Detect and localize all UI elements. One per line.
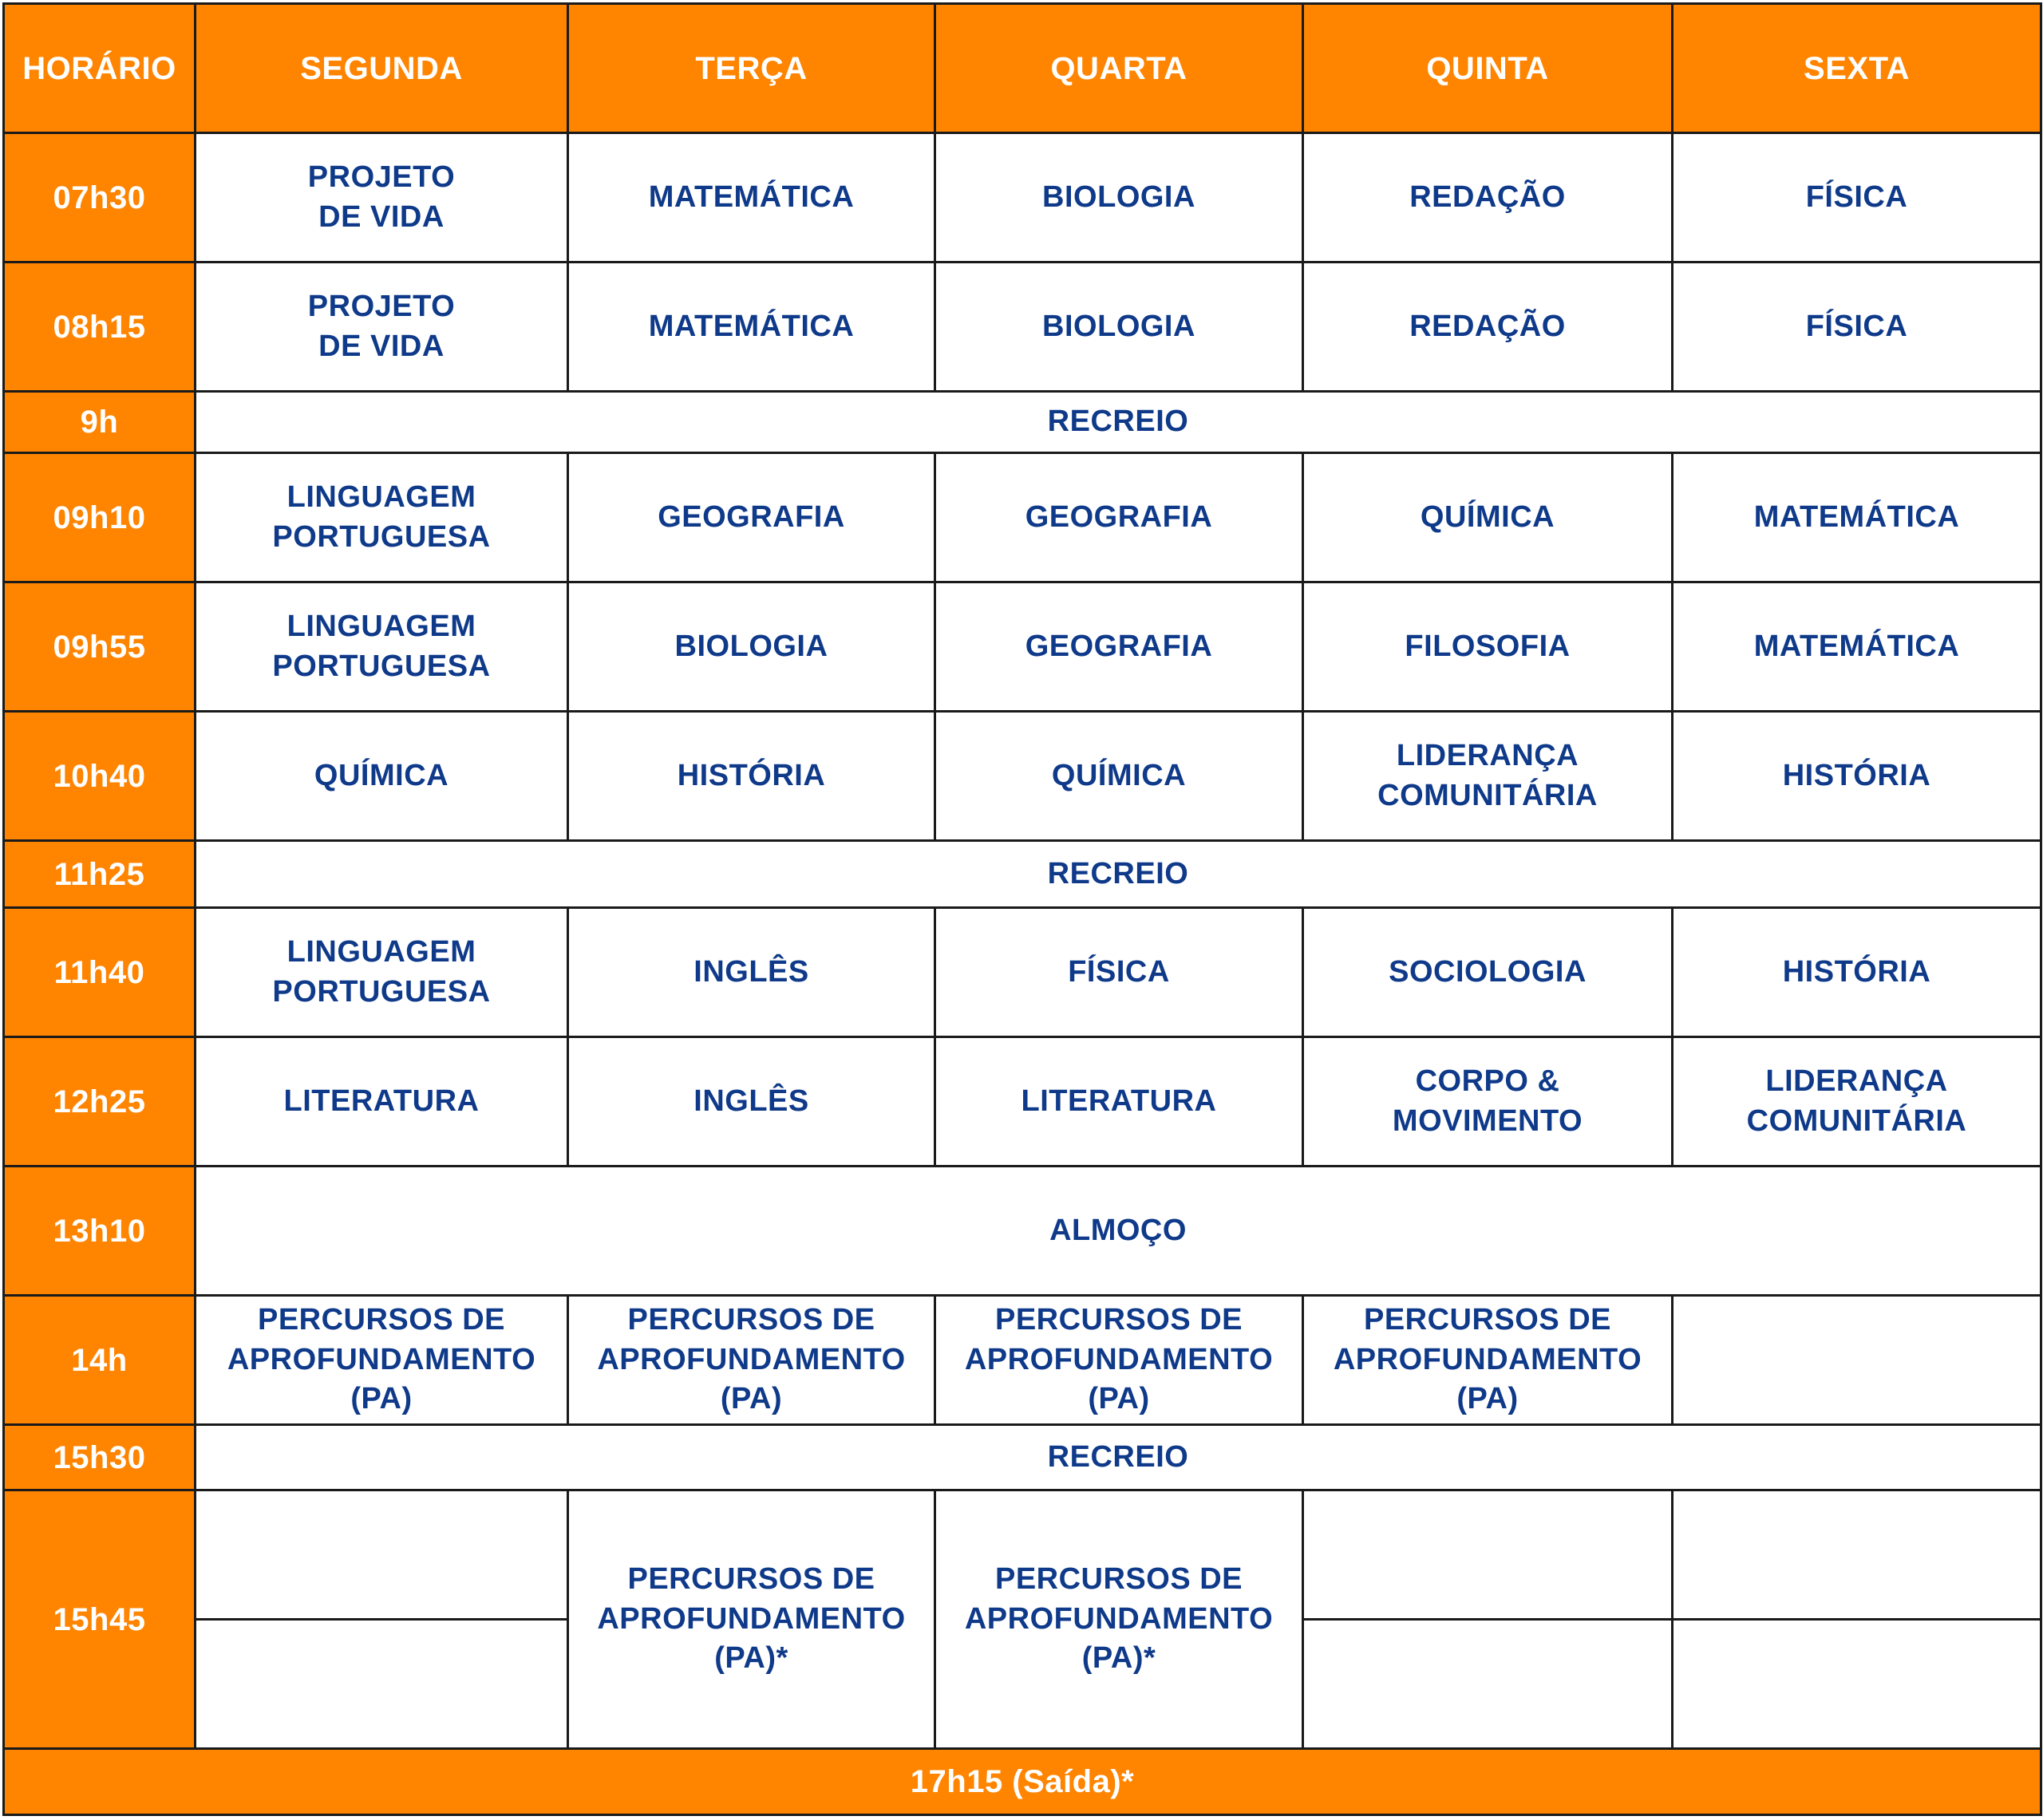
class-cell-tuesday: GEOGRAFIA (568, 453, 935, 582)
empty-cell-friday-bottom (1673, 1620, 2041, 1749)
row-0815 (4, 263, 2041, 392)
break-cell: RECREIO (196, 1425, 2041, 1490)
footer-row (4, 1749, 2041, 1815)
class-cell-monday: PERCURSOS DE APROFUNDAMENTO (PA) (196, 1296, 568, 1425)
time-cell: 11h40 (4, 908, 196, 1037)
row-0900-break (4, 392, 2041, 453)
break-cell: RECREIO (196, 392, 2041, 453)
class-cell-tuesday: INGLÊS (568, 908, 935, 1037)
class-cell-friday: HISTÓRIA (1673, 908, 2041, 1037)
row-1040 (4, 712, 2041, 841)
class-cell-thursday: PERCURSOS DE APROFUNDAMENTO (PA) (1303, 1296, 1673, 1425)
time-cell: 15h45 (4, 1490, 196, 1749)
class-cell-tuesday: PERCURSOS DE APROFUNDAMENTO (PA)* (568, 1490, 935, 1749)
class-cell-friday: MATEMÁTICA (1673, 453, 2041, 582)
header-friday: SEXTA (1673, 4, 2041, 133)
class-cell-wednesday: GEOGRAFIA (935, 453, 1303, 582)
lunch-cell: ALMOÇO (196, 1167, 2041, 1296)
class-cell-wednesday: PERCURSOS DE APROFUNDAMENTO (PA)* (935, 1490, 1303, 1749)
time-cell: 9h (4, 392, 196, 453)
row-1140 (4, 908, 2041, 1037)
empty-cell-thursday-top (1303, 1490, 1673, 1620)
header-monday: SEGUNDA (196, 4, 568, 133)
time-cell: 07h30 (4, 133, 196, 263)
class-cell-monday: QUÍMICA (196, 712, 568, 841)
class-cell-thursday: REDAÇÃO (1303, 263, 1673, 392)
row-0955 (4, 582, 2041, 712)
header-wednesday: QUARTA (935, 4, 1303, 133)
class-cell-friday: LIDERANÇA COMUNITÁRIA (1673, 1037, 2041, 1167)
class-cell-thursday: SOCIOLOGIA (1303, 908, 1673, 1037)
class-cell-thursday: QUÍMICA (1303, 453, 1673, 582)
empty-cell-thursday-bottom (1303, 1620, 1673, 1749)
break-cell: RECREIO (196, 841, 2041, 908)
row-1310-lunch (4, 1167, 2041, 1296)
class-cell-tuesday: PERCURSOS DE APROFUNDAMENTO (PA) (568, 1296, 935, 1425)
class-cell-friday: MATEMÁTICA (1673, 582, 2041, 712)
class-cell-wednesday: BIOLOGIA (935, 263, 1303, 392)
class-cell-thursday: LIDERANÇA COMUNITÁRIA (1303, 712, 1673, 841)
class-cell-thursday: FILOSOFIA (1303, 582, 1673, 712)
class-cell-wednesday: LITERATURA (935, 1037, 1303, 1167)
header-time: HORÁRIO (4, 4, 196, 133)
time-cell: 14h (4, 1296, 196, 1425)
class-cell-wednesday: BIOLOGIA (935, 133, 1303, 263)
class-cell-monday: PROJETO DE VIDA (196, 133, 568, 263)
time-cell: 11h25 (4, 841, 196, 908)
class-cell-wednesday: PERCURSOS DE APROFUNDAMENTO (PA) (935, 1296, 1303, 1425)
header-tuesday: TERÇA (568, 4, 935, 133)
class-cell-thursday: CORPO & MOVIMENTO (1303, 1037, 1673, 1167)
class-cell-wednesday: QUÍMICA (935, 712, 1303, 841)
class-cell-monday: LINGUAGEM PORTUGUESA (196, 453, 568, 582)
time-cell: 10h40 (4, 712, 196, 841)
time-cell: 15h30 (4, 1425, 196, 1490)
header-thursday: QUINTA (1303, 4, 1673, 133)
empty-cell-monday-bottom (196, 1620, 568, 1749)
time-cell: 09h10 (4, 453, 196, 582)
dismissal-time: 17h15 (Saída)* (4, 1749, 2041, 1815)
class-cell-wednesday: FÍSICA (935, 908, 1303, 1037)
class-schedule-table (2, 2, 2042, 1816)
class-cell-wednesday: GEOGRAFIA (935, 582, 1303, 712)
class-cell-monday: LINGUAGEM PORTUGUESA (196, 908, 568, 1037)
row-0910 (4, 453, 2041, 582)
empty-cell-monday-top (196, 1490, 568, 1620)
class-cell-monday: PROJETO DE VIDA (196, 263, 568, 392)
class-cell-tuesday: MATEMÁTICA (568, 263, 935, 392)
time-cell: 08h15 (4, 263, 196, 392)
class-cell-tuesday: HISTÓRIA (568, 712, 935, 841)
time-cell: 12h25 (4, 1037, 196, 1167)
class-cell-friday: FÍSICA (1673, 263, 2041, 392)
row-1545-a (4, 1490, 2041, 1620)
row-1400 (4, 1296, 2041, 1425)
class-cell-friday-empty (1673, 1296, 2041, 1425)
row-1225 (4, 1037, 2041, 1167)
class-cell-friday: HISTÓRIA (1673, 712, 2041, 841)
class-cell-tuesday: MATEMÁTICA (568, 133, 935, 263)
row-1530-break (4, 1425, 2041, 1490)
class-cell-thursday: REDAÇÃO (1303, 133, 1673, 263)
header-row (4, 4, 2041, 133)
class-cell-tuesday: BIOLOGIA (568, 582, 935, 712)
row-1125-break (4, 841, 2041, 908)
class-cell-monday: LINGUAGEM PORTUGUESA (196, 582, 568, 712)
empty-cell-friday-top (1673, 1490, 2041, 1620)
class-cell-friday: FÍSICA (1673, 133, 2041, 263)
time-cell: 13h10 (4, 1167, 196, 1296)
row-0730 (4, 133, 2041, 263)
time-cell: 09h55 (4, 582, 196, 712)
class-cell-monday: LITERATURA (196, 1037, 568, 1167)
class-cell-tuesday: INGLÊS (568, 1037, 935, 1167)
